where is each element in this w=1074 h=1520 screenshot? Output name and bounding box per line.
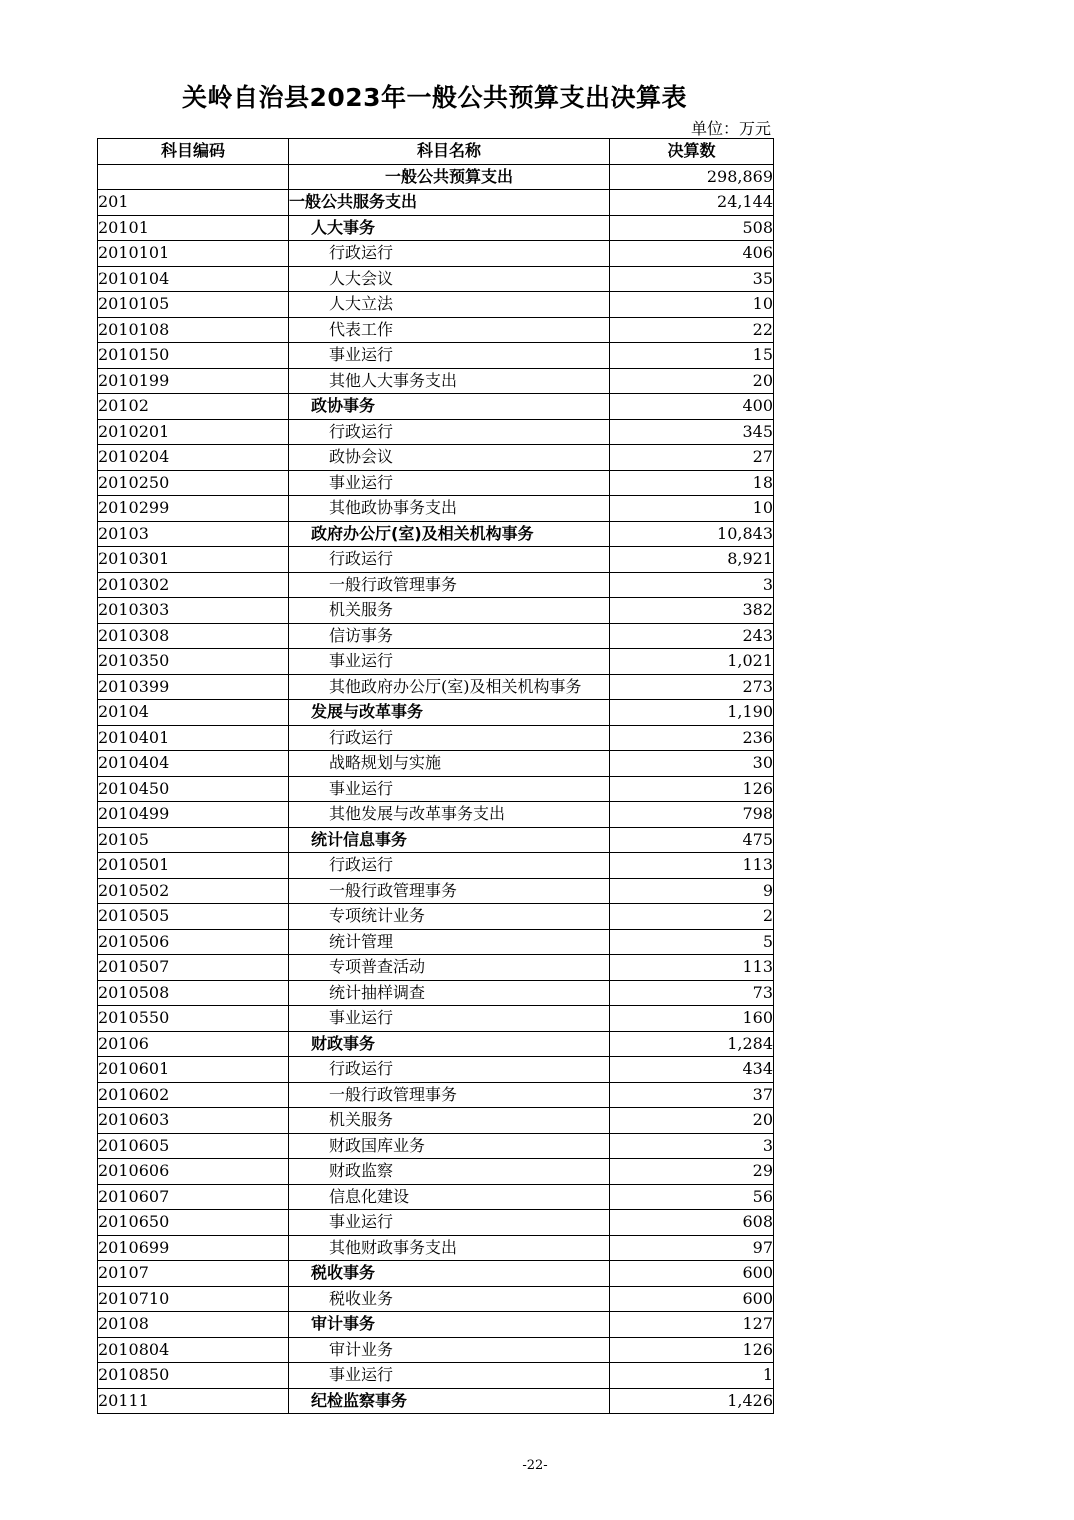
row-code: 2010201 (98, 419, 289, 445)
table-row (98, 190, 774, 216)
row-name: 其他政府办公厅(室)及相关机构事务 (289, 674, 610, 700)
row-name: 人大立法 (289, 292, 610, 318)
row-code: 2010105 (98, 292, 289, 318)
row-name: 一般公共服务支出 (289, 190, 610, 216)
table-row (98, 1159, 774, 1185)
row-amount: 345 (610, 419, 774, 445)
row-amount: 798 (610, 802, 774, 828)
row-code: 2010302 (98, 572, 289, 598)
row-name: 行政运行 (289, 241, 610, 267)
table-row (98, 878, 774, 904)
row-name: 一般行政管理事务 (289, 1082, 610, 1108)
row-amount: 600 (610, 1261, 774, 1287)
row-amount: 508 (610, 215, 774, 241)
table-header-row (98, 139, 774, 165)
row-amount: 30 (610, 751, 774, 777)
row-amount: 608 (610, 1210, 774, 1236)
table-row (98, 598, 774, 624)
row-name: 发展与改革事务 (289, 700, 610, 726)
row-code: 2010450 (98, 776, 289, 802)
row-code: 2010650 (98, 1210, 289, 1236)
row-code: 2010502 (98, 878, 289, 904)
row-name: 税收业务 (289, 1286, 610, 1312)
row-name: 纪检监察事务 (289, 1388, 610, 1414)
row-name: 其他人大事务支出 (289, 368, 610, 394)
row-amount: 27 (610, 445, 774, 471)
table-row (98, 1210, 774, 1236)
row-code: 2010607 (98, 1184, 289, 1210)
row-name: 行政运行 (289, 853, 610, 879)
row-name: 事业运行 (289, 649, 610, 675)
row-name: 行政运行 (289, 725, 610, 751)
row-name: 机关服务 (289, 1108, 610, 1134)
row-code: 20108 (98, 1312, 289, 1338)
row-code: 2010606 (98, 1159, 289, 1185)
row-code: 2010399 (98, 674, 289, 700)
table-row (98, 649, 774, 675)
row-code: 2010507 (98, 955, 289, 981)
page-title: 关岭自治县2023年一般公共预算支出决算表 (181, 83, 688, 112)
row-name: 事业运行 (289, 470, 610, 496)
row-code: 2010550 (98, 1006, 289, 1032)
row-name: 人大会议 (289, 266, 610, 292)
row-code: 2010401 (98, 725, 289, 751)
table-row (98, 674, 774, 700)
row-code: 2010499 (98, 802, 289, 828)
row-name: 专项普查活动 (289, 955, 610, 981)
row-name: 统计抽样调查 (289, 980, 610, 1006)
table-row (98, 1082, 774, 1108)
row-name: 行政运行 (289, 547, 610, 573)
table-row (98, 572, 774, 598)
row-amount: 1,190 (610, 700, 774, 726)
table-row (98, 445, 774, 471)
row-amount: 400 (610, 394, 774, 420)
table-row (98, 1286, 774, 1312)
table-row (98, 623, 774, 649)
table-row (98, 1184, 774, 1210)
table-row (98, 1108, 774, 1134)
row-code: 20103 (98, 521, 289, 547)
row-amount: 18 (610, 470, 774, 496)
row-name: 政府办公厅(室)及相关机构事务 (289, 521, 610, 547)
table-row (98, 292, 774, 318)
row-amount: 2 (610, 904, 774, 930)
row-code: 2010602 (98, 1082, 289, 1108)
table-row (98, 725, 774, 751)
row-name: 审计事务 (289, 1312, 610, 1338)
row-amount: 160 (610, 1006, 774, 1032)
row-amount: 5 (610, 929, 774, 955)
page-number: -22- (522, 1458, 548, 1473)
row-amount: 97 (610, 1235, 774, 1261)
row-code: 2010150 (98, 343, 289, 369)
row-code: 2010605 (98, 1133, 289, 1159)
row-code: 2010250 (98, 470, 289, 496)
row-amount: 10 (610, 292, 774, 318)
row-amount: 243 (610, 623, 774, 649)
row-name: 专项统计业务 (289, 904, 610, 930)
row-amount: 113 (610, 955, 774, 981)
table-row (98, 496, 774, 522)
row-code: 2010301 (98, 547, 289, 573)
row-name: 战略规划与实施 (289, 751, 610, 777)
row-name: 一般行政管理事务 (289, 572, 610, 598)
row-code: 2010506 (98, 929, 289, 955)
table-row (98, 241, 774, 267)
row-name: 税收事务 (289, 1261, 610, 1287)
row-code: 2010308 (98, 623, 289, 649)
row-amount: 1,426 (610, 1388, 774, 1414)
table-row (98, 266, 774, 292)
row-code: 2010505 (98, 904, 289, 930)
row-amount: 20 (610, 368, 774, 394)
row-code: 20105 (98, 827, 289, 853)
row-code: 2010804 (98, 1337, 289, 1363)
row-amount: 8,921 (610, 547, 774, 573)
row-code: 2010101 (98, 241, 289, 267)
table-row (98, 1261, 774, 1287)
table-row (98, 317, 774, 343)
row-amount: 35 (610, 266, 774, 292)
row-amount: 475 (610, 827, 774, 853)
row-amount: 434 (610, 1057, 774, 1083)
table-row (98, 470, 774, 496)
table-row (98, 980, 774, 1006)
header-amount: 决算数 (610, 139, 774, 165)
row-code: 2010104 (98, 266, 289, 292)
table-row (98, 547, 774, 573)
table-row (98, 368, 774, 394)
row-code: 20104 (98, 700, 289, 726)
row-name: 事业运行 (289, 343, 610, 369)
row-amount: 3 (610, 572, 774, 598)
row-code: 20101 (98, 215, 289, 241)
row-code: 2010108 (98, 317, 289, 343)
row-name: 代表工作 (289, 317, 610, 343)
table-row (98, 1337, 774, 1363)
row-amount: 382 (610, 598, 774, 624)
row-code: 201 (98, 190, 289, 216)
row-name: 其他政协事务支出 (289, 496, 610, 522)
row-name: 信息化建设 (289, 1184, 610, 1210)
row-amount: 73 (610, 980, 774, 1006)
row-name: 人大事务 (289, 215, 610, 241)
header-code: 科目编码 (98, 139, 289, 165)
row-code: 2010299 (98, 496, 289, 522)
row-name: 财政国库业务 (289, 1133, 610, 1159)
row-code: 2010601 (98, 1057, 289, 1083)
row-code: 2010603 (98, 1108, 289, 1134)
row-amount: 56 (610, 1184, 774, 1210)
table-row (98, 904, 774, 930)
row-name: 其他发展与改革事务支出 (289, 802, 610, 828)
header-name: 科目名称 (289, 139, 610, 165)
row-name: 事业运行 (289, 1210, 610, 1236)
table-row (98, 929, 774, 955)
row-amount: 113 (610, 853, 774, 879)
row-code: 2010710 (98, 1286, 289, 1312)
table-row (98, 853, 774, 879)
table-row (98, 1388, 774, 1414)
row-code: 2010850 (98, 1363, 289, 1389)
table-body (98, 164, 774, 1414)
row-code: 2010699 (98, 1235, 289, 1261)
table-row (98, 394, 774, 420)
row-name: 一般行政管理事务 (289, 878, 610, 904)
row-amount: 406 (610, 241, 774, 267)
row-amount: 600 (610, 1286, 774, 1312)
row-name: 审计业务 (289, 1337, 610, 1363)
table-row (98, 215, 774, 241)
table-row (98, 751, 774, 777)
table-row (98, 1312, 774, 1338)
table-row (98, 1235, 774, 1261)
row-amount: 126 (610, 1337, 774, 1363)
table-row (98, 1133, 774, 1159)
table-row (98, 1057, 774, 1083)
table-row (98, 955, 774, 981)
row-amount: 126 (610, 776, 774, 802)
row-code: 2010350 (98, 649, 289, 675)
budget-table (97, 138, 774, 1414)
table-row (98, 419, 774, 445)
table-row (98, 802, 774, 828)
row-name: 统计管理 (289, 929, 610, 955)
row-amount: 29 (610, 1159, 774, 1185)
row-code: 2010404 (98, 751, 289, 777)
row-code: 20107 (98, 1261, 289, 1287)
row-amount: 37 (610, 1082, 774, 1108)
row-name: 事业运行 (289, 1006, 610, 1032)
unit-label: 单位：万元 (690, 119, 771, 138)
row-code (98, 164, 289, 190)
table-row (98, 521, 774, 547)
row-amount: 1 (610, 1363, 774, 1389)
table-row (98, 1006, 774, 1032)
row-amount: 236 (610, 725, 774, 751)
table-row (98, 343, 774, 369)
row-amount: 15 (610, 343, 774, 369)
table-row (98, 1363, 774, 1389)
row-amount: 24,144 (610, 190, 774, 216)
row-name: 其他财政事务支出 (289, 1235, 610, 1261)
row-code: 2010501 (98, 853, 289, 879)
table-row (98, 776, 774, 802)
row-name: 行政运行 (289, 419, 610, 445)
row-name: 政协会议 (289, 445, 610, 471)
row-name: 财政事务 (289, 1031, 610, 1057)
row-amount: 3 (610, 1133, 774, 1159)
row-name: 信访事务 (289, 623, 610, 649)
row-amount: 1,284 (610, 1031, 774, 1057)
row-amount: 10 (610, 496, 774, 522)
row-code: 2010508 (98, 980, 289, 1006)
row-name: 财政监察 (289, 1159, 610, 1185)
row-amount: 22 (610, 317, 774, 343)
table-row (98, 700, 774, 726)
table-row (98, 1031, 774, 1057)
table-row (98, 827, 774, 853)
row-amount: 9 (610, 878, 774, 904)
row-amount: 20 (610, 1108, 774, 1134)
row-amount: 10,843 (610, 521, 774, 547)
row-code: 20106 (98, 1031, 289, 1057)
row-code: 20102 (98, 394, 289, 420)
row-name: 一般公共预算支出 (289, 164, 610, 190)
row-name: 政协事务 (289, 394, 610, 420)
row-code: 2010199 (98, 368, 289, 394)
row-amount: 273 (610, 674, 774, 700)
row-amount: 127 (610, 1312, 774, 1338)
row-name: 事业运行 (289, 776, 610, 802)
row-amount: 298,869 (610, 164, 774, 190)
row-code: 2010303 (98, 598, 289, 624)
row-code: 2010204 (98, 445, 289, 471)
row-code: 20111 (98, 1388, 289, 1414)
row-name: 统计信息事务 (289, 827, 610, 853)
row-name: 行政运行 (289, 1057, 610, 1083)
row-amount: 1,021 (610, 649, 774, 675)
row-name: 事业运行 (289, 1363, 610, 1389)
row-name: 机关服务 (289, 598, 610, 624)
table-row (98, 164, 774, 190)
